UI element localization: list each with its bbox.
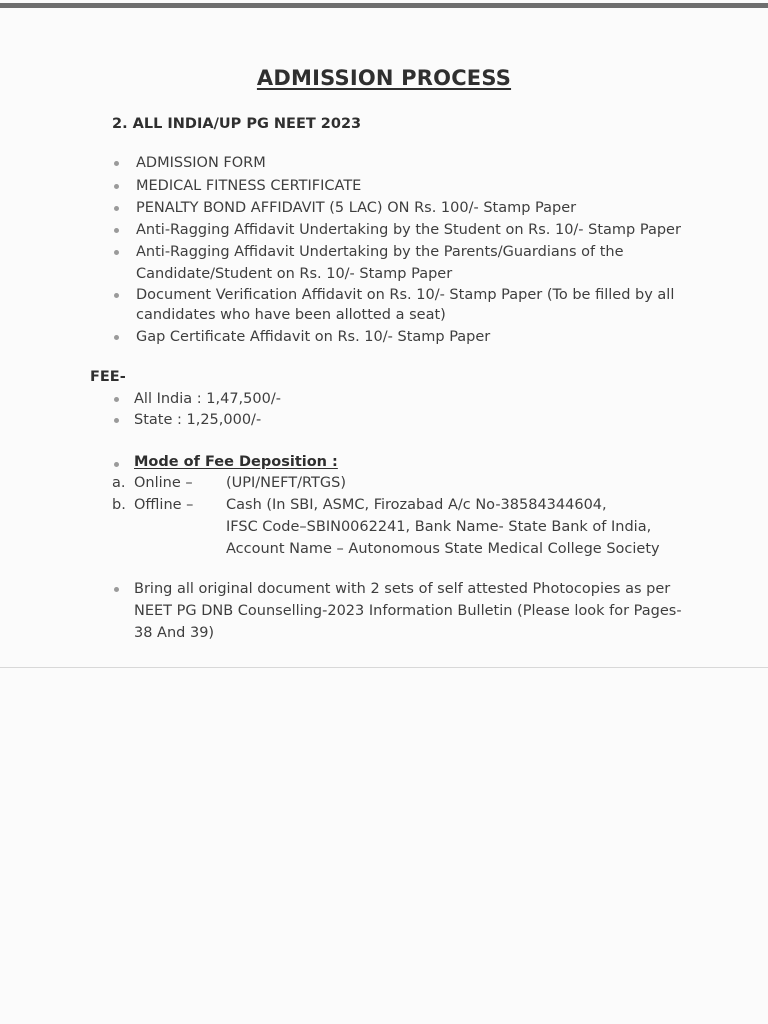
- list-item-continuation: Candidate/Student on Rs. 10/- Stamp Paper: [136, 266, 453, 282]
- fee-all-india: All India : 1,47,500/-: [134, 391, 281, 407]
- fee-label: FEE-: [90, 369, 126, 385]
- section-heading: 2. ALL INDIA/UP PG NEET 2023: [112, 116, 362, 132]
- mode-marker: b.: [112, 497, 126, 513]
- note-line: 38 And 39): [134, 625, 215, 641]
- list-item: Gap Certificate Affidavit on Rs. 10/- Stamp Paper: [136, 329, 491, 345]
- bullet-icon: [114, 462, 119, 467]
- list-item: Document Verification Affidavit on Rs. 10/- Stamp Paper (To be filled by all: [136, 287, 675, 303]
- list-item-continuation: candidates who have been allotted a seat): [136, 307, 446, 323]
- list-item: MEDICAL FITNESS CERTIFICATE: [136, 178, 362, 194]
- mode-detail: IFSC Code–SBIN0062241, Bank Name- State Bank of India,: [226, 519, 652, 535]
- bullet-icon: [114, 587, 119, 592]
- bullet-icon: [114, 397, 119, 402]
- mode-detail: Cash (In SBI, ASMC, Firozabad A/c No-38584344604,: [226, 497, 607, 513]
- bullet-icon: [114, 206, 119, 211]
- mode-detail: Account Name – Autonomous State Medical College Society: [226, 541, 660, 557]
- page-title: ADMISSION PROCESS: [256, 66, 512, 90]
- list-item: ADMISSION FORM: [136, 155, 266, 171]
- list-item: Anti-Ragging Affidavit Undertaking by the Student on Rs. 10/- Stamp Paper: [136, 222, 681, 238]
- mode-label: Offline –: [134, 497, 194, 513]
- mode-label: Online –: [134, 475, 193, 491]
- note-line: NEET PG DNB Counselling-2023 Information Bulletin (Please look for Pages-: [134, 603, 682, 619]
- page-divider: [0, 667, 768, 668]
- bullet-icon: [114, 184, 119, 189]
- bullet-icon: [114, 418, 119, 423]
- bullet-icon: [114, 228, 119, 233]
- list-item: PENALTY BOND AFFIDAVIT (5 LAC) ON Rs. 100/- Stamp Paper: [136, 200, 577, 216]
- bullet-icon: [114, 293, 119, 298]
- bullet-icon: [114, 250, 119, 255]
- list-item: Anti-Ragging Affidavit Undertaking by the Parents/Guardians of the: [136, 244, 624, 260]
- bullet-icon: [114, 335, 119, 340]
- note-line: Bring all original document with 2 sets of self attested Photocopies as per: [134, 581, 671, 597]
- mode-heading: Mode of Fee Deposition :: [134, 454, 338, 470]
- mode-marker: a.: [112, 475, 126, 491]
- fee-state: State : 1,25,000/-: [134, 412, 262, 428]
- bullet-icon: [114, 161, 119, 166]
- mode-detail: (UPI/NEFT/RTGS): [226, 475, 346, 491]
- top-scan-border: [0, 3, 768, 8]
